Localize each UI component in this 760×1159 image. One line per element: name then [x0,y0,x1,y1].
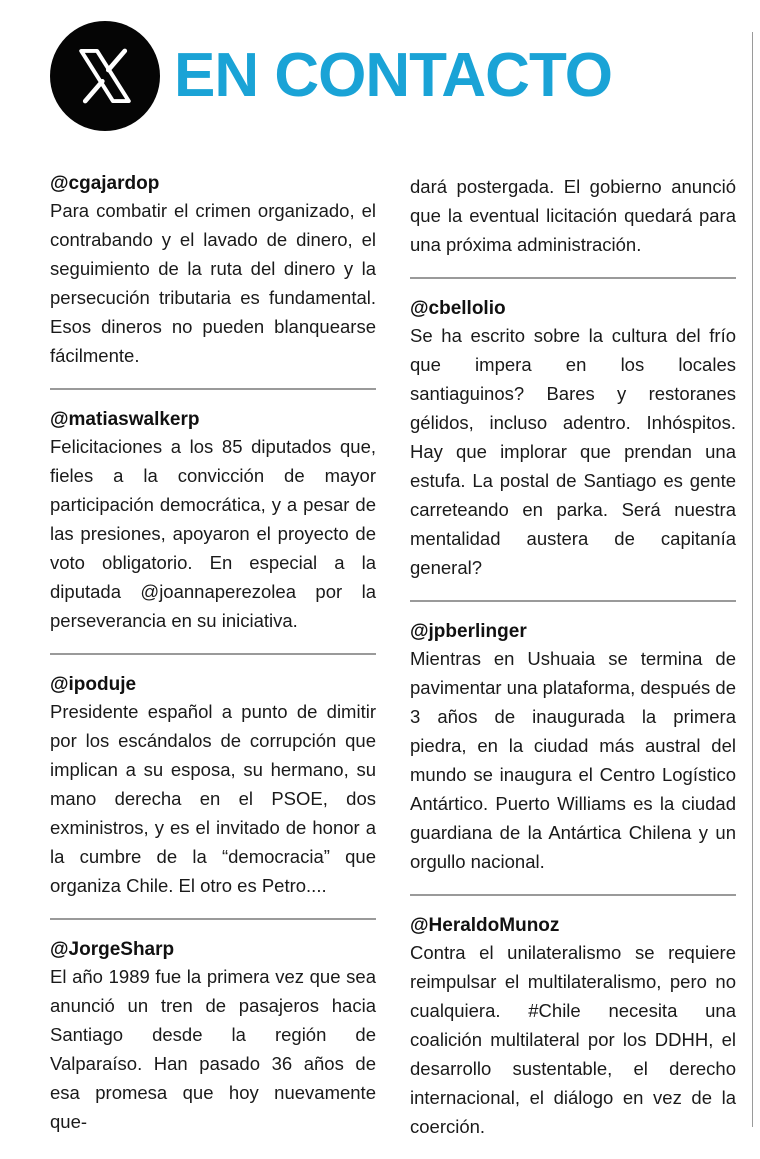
post-text: Mientras en Ushuaia se termina de pavimentar una plataforma, después de 3 años de inaugurada la primera piedra, en la ciudad más austral del mundo se inaugura el Centro Logístico Antártico. Puerto Williams es la ciudad guardiana de la Antártica Chilena y un orgullo nacional. [410,648,737,872]
post [50,673,376,918]
post [50,938,376,1154]
page-edge-rule [752,32,753,1127]
post [50,172,376,388]
post-handle[interactable]: @ipoduje [50,674,137,695]
left-column [50,172,376,1154]
right-column [410,172,736,1159]
post-divider [50,653,376,655]
post-divider [410,894,736,896]
post-handle[interactable]: @jpberlinger [410,621,527,642]
post-continuation [410,172,736,277]
post-divider [50,918,376,920]
post-handle[interactable]: @matiaswalkerp [50,409,200,430]
post-divider [410,277,736,279]
post [410,620,736,894]
x-logo-glyph [72,43,138,109]
post-handle[interactable]: @JorgeSharp [50,939,175,960]
post-text: Se ha escrito sobre la cultura del frío que impera en los locales santiaguinos? Bares y restoranes gélidos, incluso adentro. Inhóspitos. Hay que implorar que prendan una estufa. La postal de Santiago es gente carreteando en parka. Será nuestra mentalidad austera de capitanía general? [410,325,736,578]
post-handle[interactable]: @cbellolio [410,298,506,319]
post [410,914,736,1159]
post-divider [50,388,376,390]
post [410,297,736,600]
x-logo-icon [50,21,160,131]
section-title: EN CONTACTO [174,41,612,110]
post-handle[interactable]: @HeraldoMunoz [410,915,560,936]
post-text: Felicitaciones a los 85 diputados que, fieles a la convicción de mayor participación democrática, y a pesar de las presiones, apoyaron el proyecto de voto obligatorio. En especial a la diputada @joannaperezolea por la perseverancia en su iniciativa. [50,436,376,631]
post-handle[interactable]: @cgajardop [50,173,160,194]
post-text: El año 1989 fue la primera vez que sea anunció un tren de pasajeros hacia Santiago desde la región de Valparaíso. Han pasado 36 años de esa promesa que hoy nuevamente que- [50,966,376,1132]
post-divider [410,600,736,602]
post-text: Presidente español a punto de dimitir por los escándalos de corrupción que implican a su esposa, su hermano, su mano derecha en el PSOE, dos exministros, y es el invitado de honor a la cumbre de la “democracia” que organiza Chile. El otro es Petro.... [50,701,376,896]
post-text: Contra el unilateralismo se requiere reimpulsar el multilateralismo, pero no cualquiera. #Chile necesita una coalición multilateral por los DDHH, el desarrollo sustentable, el derecho internacional, el diálogo en vez de la coerción. [410,942,736,1137]
masthead [50,20,612,132]
post-text: dará postergada. El gobierno anunció que la eventual licitación quedará para una próxima administración. [410,176,736,255]
post [50,408,376,653]
post-text: Para combatir el crimen organizado, el contrabando y el lavado de dinero, el seguimiento de la ruta del dinero y la persecución tributaria es fundamental. Esos dineros no pueden blanquearse fácilmente. [50,200,376,366]
